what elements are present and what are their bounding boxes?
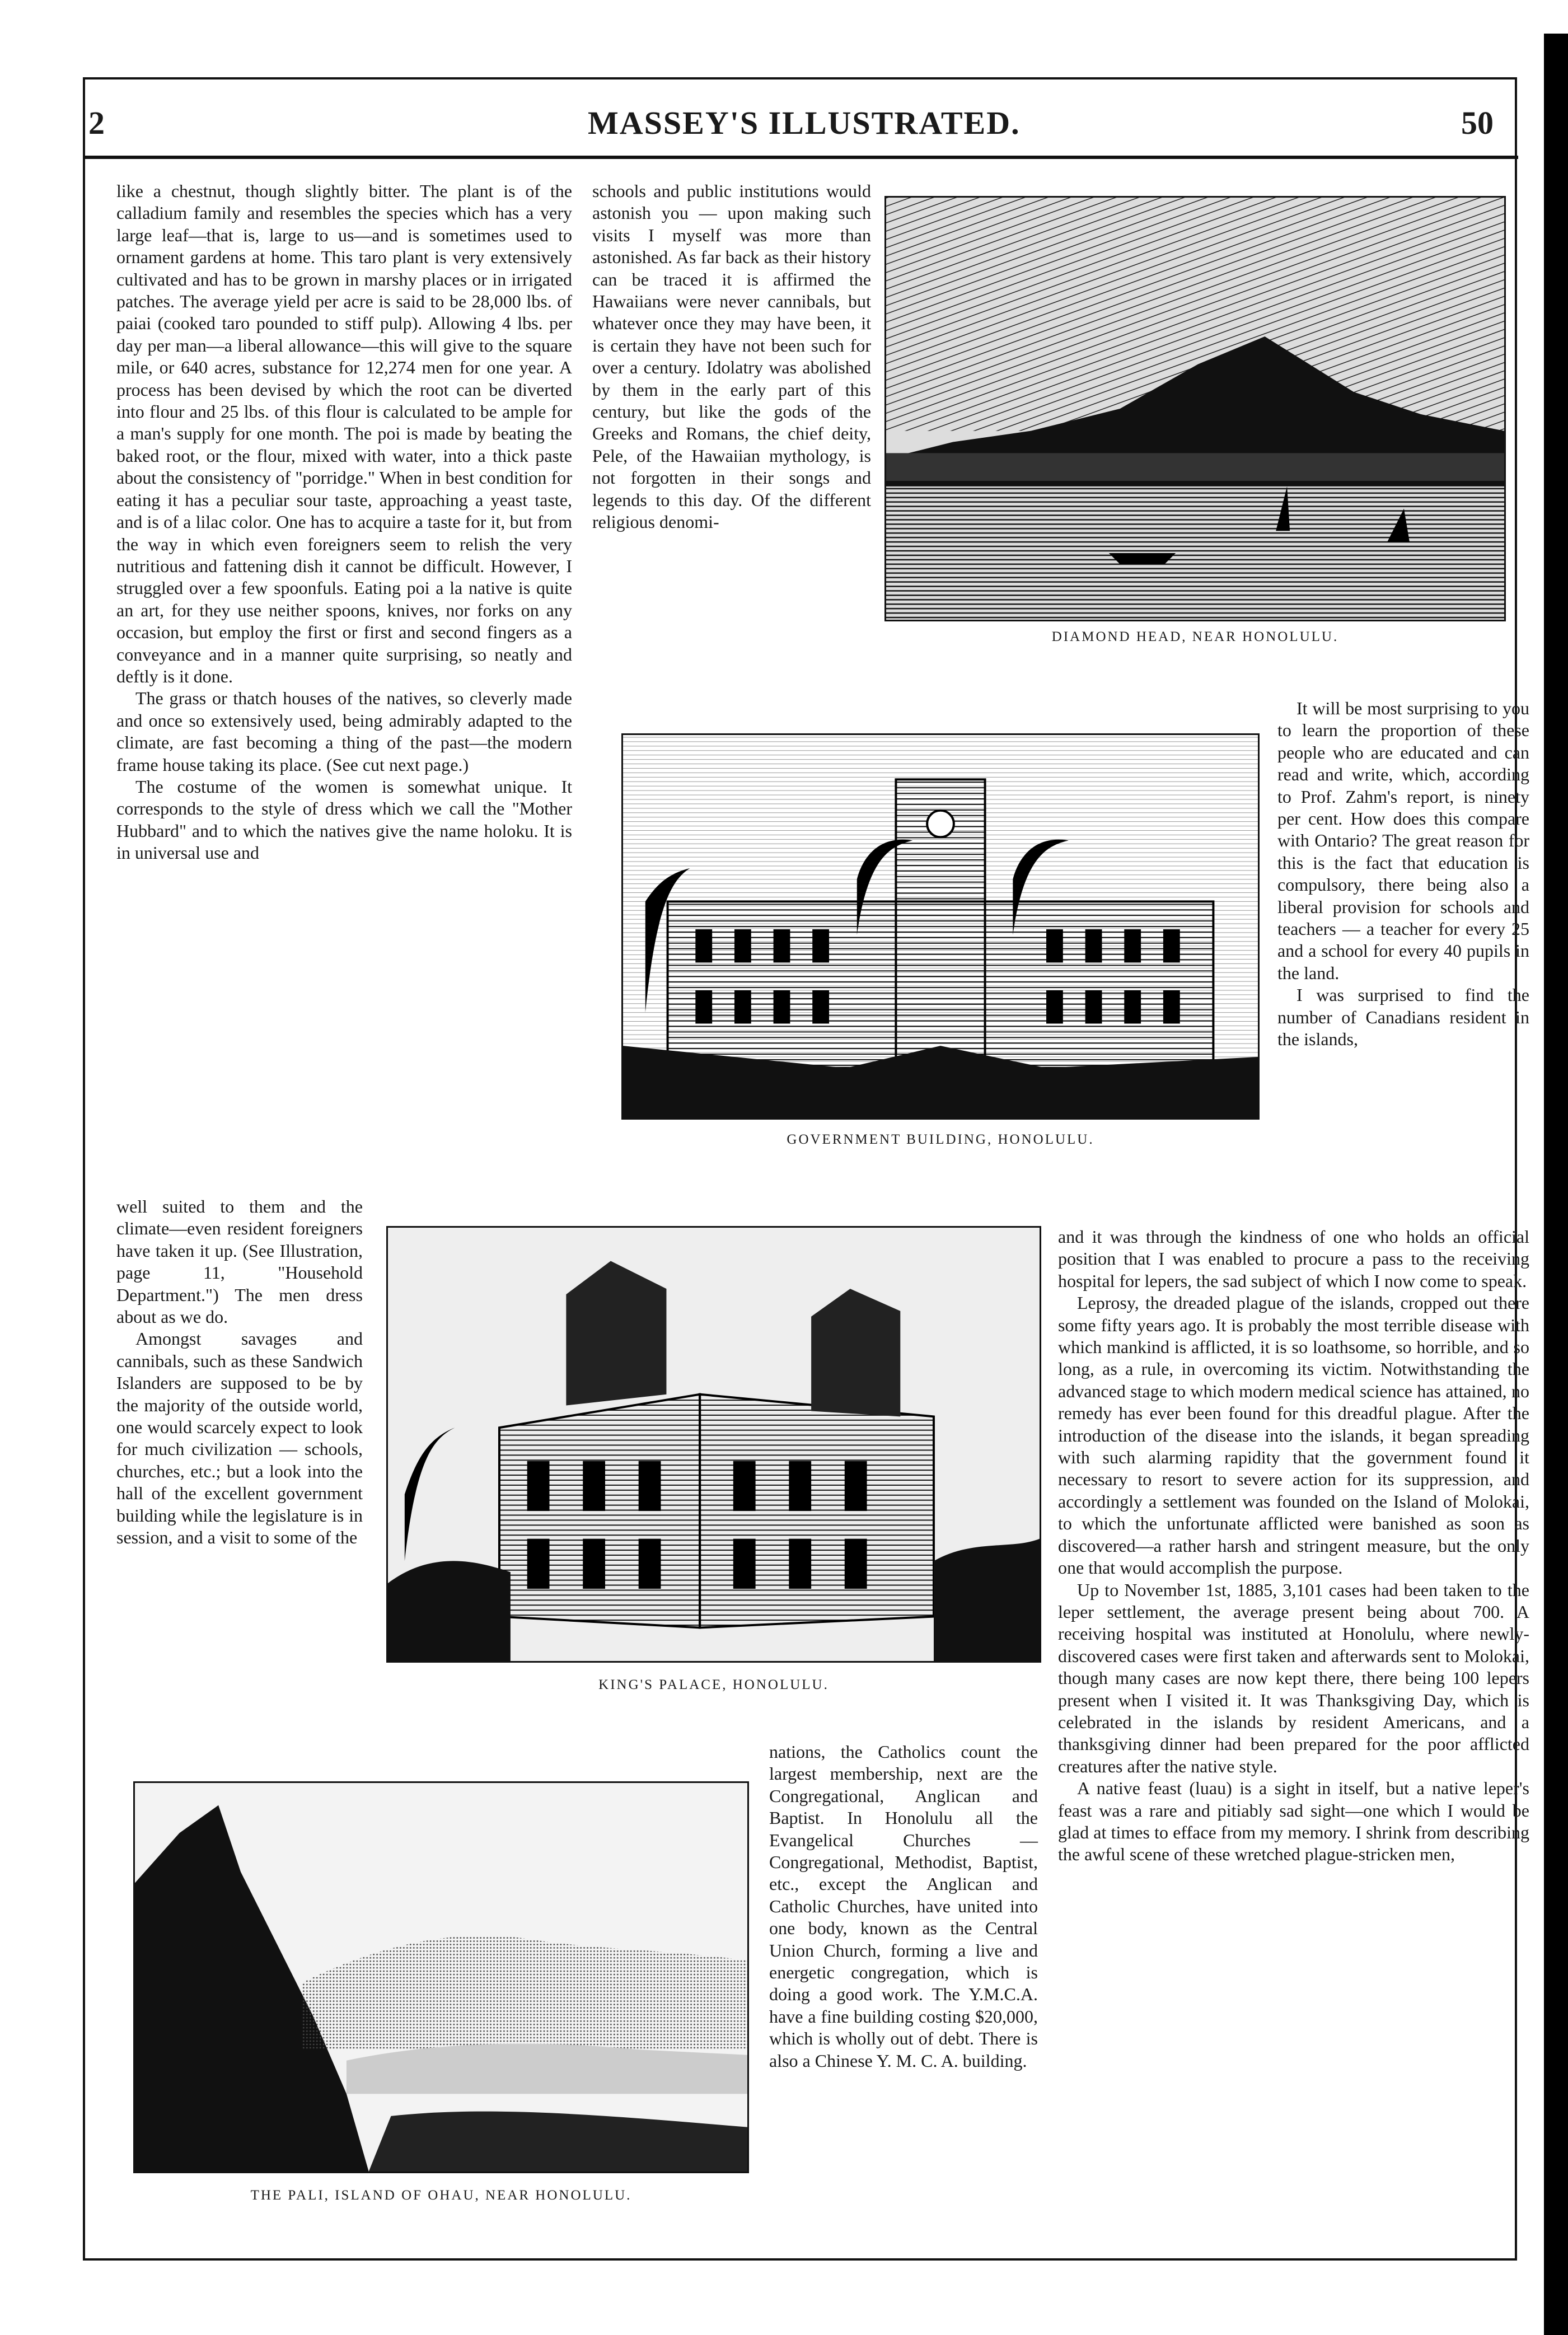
- column-1-wide: [116, 180, 572, 864]
- paragraph-leprosy: Leprosy, the dreaded plague of the islands, cropped out there some fifty years ago. It is probably the most terrible disease with which mankind is afflicted, it is so loathsome, so horrible, and so long, as a rule, in overcoming its victim. Notwithstanding the advanced stage to which modern medical science has attained, no remedy has ever been found for this dreadful plague. After the introduction of the disease into the islands, it began spreading with such alarming rapidity that the government found it necessary to resort to severe action for its suppression, and accordingly a settlement was founded on the Island of Molokai, to which the unfortunate afflicted were banished as soon as discovered—a rather harsh and stringent measure, but the only one that would accomplish the purpose.: [1058, 1293, 1529, 1578]
- masthead-title: MASSEY'S ILLUSTRATED.: [588, 105, 1021, 141]
- paragraph-canadians: I was surprised to find the number of Canadians resident in the islands,: [1277, 985, 1529, 1050]
- column-3-narrow: [1277, 698, 1529, 1051]
- page-edge-shadow: [1544, 34, 1568, 2335]
- caption-pali: THE PALI, ISLAND OF OHAU, NEAR HONOLULU.: [250, 2188, 632, 2203]
- paragraph-canadians-cont: and it was through the kindness of one who holds an official position that I was enabled to procure a pass to the receiving hospital for lepers, the sad subject of which I now come to speak.: [1058, 1227, 1529, 1291]
- column-3-wide: [1058, 1226, 1529, 1866]
- page-number-left: 2: [88, 105, 105, 141]
- paragraph-education: It will be most surprising to you to learn the proportion of these people who are educated and can read and write, which, according to Prof. Zahm's report, is ninety per cent. How does this compare with Ontario? The great reason for this is the fact that education is compulsory, there being also a liberal provision for schools and teachers — a teacher for every 25 and a school for every 40 pupils in the land.: [1277, 698, 1529, 983]
- page-number-right: 50: [1461, 105, 1494, 141]
- paragraph-houses: The grass or thatch houses of the natives, so cleverly made and once so extensively used, being admirably adapted to the climate, are fast becoming a thing of the past—the modern frame house taking its place. (See cut next page.): [116, 688, 572, 775]
- paragraph-costume: The costume of the women is somewhat unique. It corresponds to the style of dress which we call the "Mother Hubbard" and to which the natives give the name holoku. It is in universal use and: [116, 776, 572, 863]
- caption-diamond-head: DIAMOND HEAD, NEAR HONOLULU.: [1051, 629, 1339, 644]
- paragraph-feast: A native feast (luau) is a sight in itself, but a native leper's feast was a rare and pitiably sad sight—one which I would be glad at times to efface from my memory. I shrink from describing the awful scene of these wretched plague-stricken men,: [1058, 1778, 1529, 1865]
- paragraph-cases: Up to November 1st, 1885, 3,101 cases had been taken to the leper settlement, the average present being about 700. A receiving hospital was instituted at Honolulu, where newly-discovered cases were first taken and afterwards sent to Molokai, though many cases are now kept there, there being 100 lepers present when I visited it. It was Thanksgiving Day, which is celebrated in the islands by resident Americans, and a thanksgiving dinner had been prepared for the poor afflicted creatures after the native style.: [1058, 1579, 1529, 1776]
- pali-illustration: [133, 1781, 749, 2173]
- header-rule: [84, 156, 1518, 159]
- caption-government-building: GOVERNMENT BUILDING, HONOLULU.: [787, 1132, 1094, 1147]
- diamond-head-illustration: [884, 196, 1506, 621]
- paragraph-schools: schools and public institutions would astonish you — upon making such visits I myself was more than astonished. As far back as their history can be traced it is affirmed the Hawaiians were never cannibals, but whatever once they may have been, it is certain they have not been such for over a century. Idolatry was abolished by them in the early part of this century, but like the gods of the Greeks and Romans, the chief deity, Pele, of the Hawaiian mythology, is not forgotten in their songs and legends to this day. Of the different religious denomi-: [592, 181, 871, 532]
- column-2-bottom: [769, 1741, 1038, 2072]
- column-1-narrow: [116, 1196, 363, 1549]
- kings-palace-illustration: [386, 1226, 1041, 1663]
- government-building-illustration: [621, 733, 1260, 1120]
- caption-kings-palace: KING'S PALACE, HONOLULU.: [598, 1677, 829, 1692]
- column-2-top: [592, 180, 871, 534]
- paragraph-savages: Amongst savages and cannibals, such as these Sandwich Islanders are supposed to be by the majority of the outside world, one would scarcely expect to look for much civilization — schools, churches, etc.; but a look into the hall of the excellent government building while the legislature is in session, and a visit to some of the: [116, 1328, 363, 1548]
- paragraph-taro: like a chestnut, though slightly bitter. The plant is of the calladium family and resembles the species which has a very large leaf—that is, large to us—and is sometimes used to ornament gardens at home. This taro plant is very extensively cultivated and has to be grown in marshy places or in irrigated patches. The average yield per acre is said to be 28,000 lbs. of paiai (cooked taro pounded to stiff pulp). Allowing 4 lbs. per day per man—a liberal allowance—this will give to the square mile, or 640 acres, substance for 12,274 men for one year. A process has been devised by which the root can be diverted into flour and 25 lbs. of this flour is calculated to be ample for a man's supply for one month. The poi is made by beating the baked root, or the flour, mixed with water, into a thick paste about the consistency of "porridge." When in best condition for eating it has a peculiar sour taste, approaching a yeast taste, and is of a lilac color. One has to acquire a taste for it, but from the way in which even foreigners seem to relish the very nutritious and fattening dish it cannot be difficult. However, I struggled over a few spoonfuls. Eating poi a la native is quite an art, for they use neither spoons, knives, nor forks on any occasion, but employ the first or first and second fingers as a conveyance and in a manner quite surprising, so neatly and deftly is it done.: [116, 181, 572, 686]
- paragraph-costume-cont: well suited to them and the climate—even resident foreigners have taken it up. (See Illustration, page 11, "Household Department.") The men dress about as we do.: [116, 1196, 363, 1327]
- paragraph-denominations: nations, the Catholics count the largest membership, next are the Congregational, Anglican and Baptist. In Honolulu all the Evangelical Churches —Congregational, Methodist, Baptist, etc., except the Anglican and Catholic Churches, have united into one body, known as the Central Union Church, forming a live and energetic congregation, which is doing a good work. The Y.M.C.A. have a fine building costing $20,000, which is wholly out of debt. There is also a Chinese Y. M. C. A. building.: [769, 1742, 1038, 2071]
